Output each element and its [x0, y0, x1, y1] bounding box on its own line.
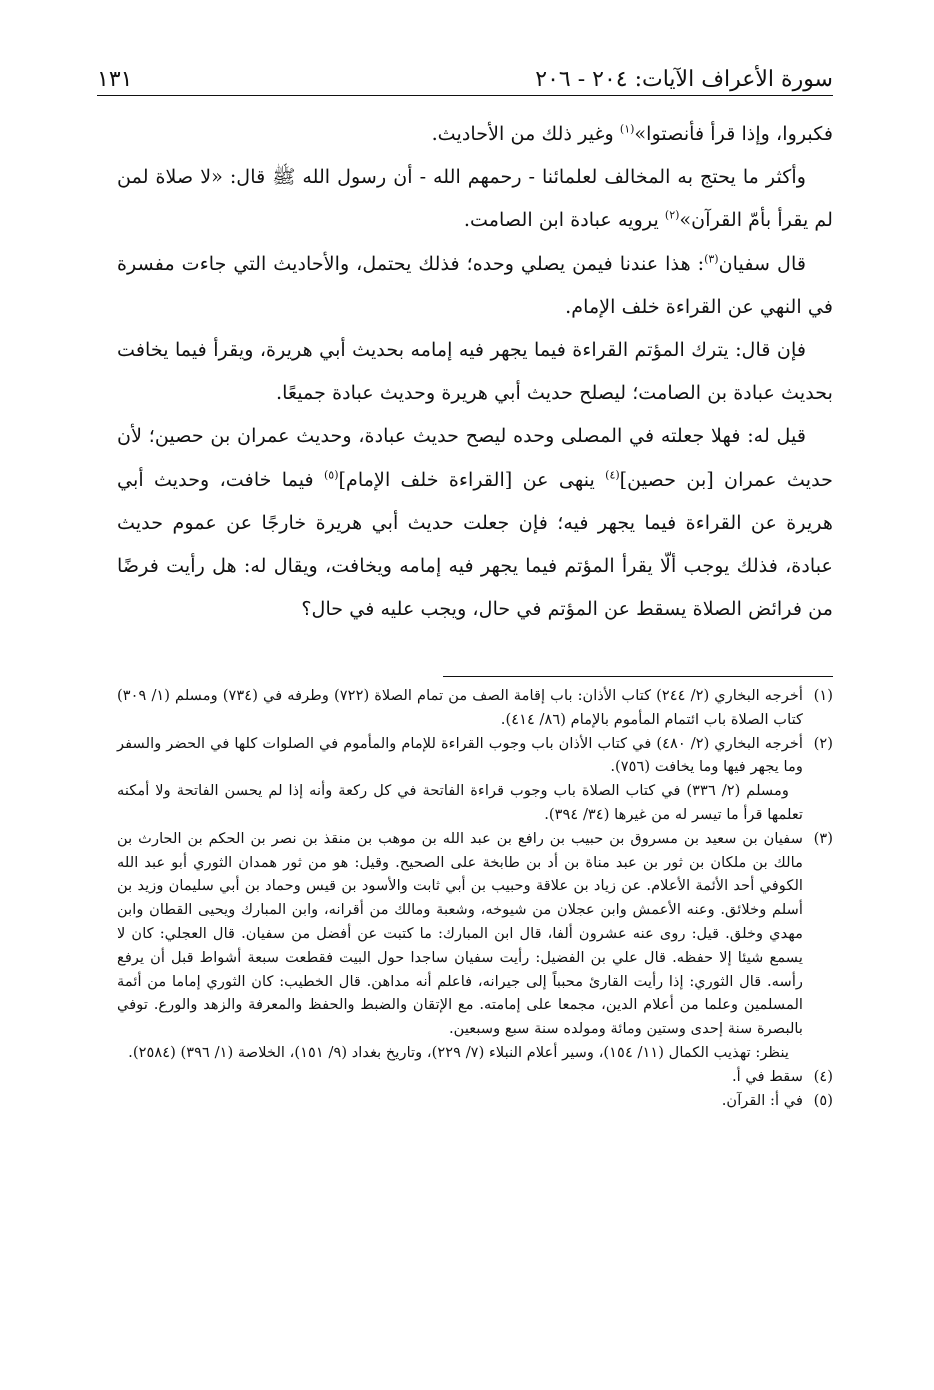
footnote-number: (٢)	[813, 734, 833, 752]
paragraph: فكبروا، وإذا قرأ فأنصتوا»$^{(١)}$ وغير ذلك من الأحاديث.	[431, 122, 833, 145]
header-rule	[97, 95, 833, 96]
footnote-number: (٤)	[813, 1067, 833, 1085]
footnote-sources: ينظر: تهذيب الكمال (١١/ ١٥٤)، وسير أعلام النبلاء (٧/ ٢٢٩)، وتاريخ بغداد (٩/ ١٥١)، الخلاصة (١/ ٣٩٦) (٢٥٨٤).	[128, 1043, 789, 1061]
page-number: ١٣١	[97, 67, 133, 92]
footnote-5	[117, 1089, 833, 1113]
running-title: سورة الأعراف الآيات: ٢٠٤ - ٢٠٦	[535, 67, 833, 92]
footnote-text: سقط في أ.	[731, 1067, 803, 1085]
page-header	[97, 52, 833, 92]
footnote-text: ومسلم (٢/ ٣٣٦) في كتاب الصلاة باب وجوب قراءة الفاتحة في كل ركعة وأنه إذا لم يحسن الفاتحة ولا أمكنه تعلمها قرأ ما تيسر له من غيرها (٣٤/ ٣٩٤).	[117, 782, 803, 823]
paragraph: قيل له: فهلا جعلته في المصلى وحده ليصح حديث عبادة، وحديث عمران بن حصين؛ لأن حديث عمران [بن حصين]$^{(٤)}$ ينهى عن [القراءة خلف الإمام]$^{(٥)}$ فيما خافت، وحديث أبي هريرة عن القراءة فيما يجهر فيه؛ فإن جعلت حديث أبي هريرة خارجًا عن عموم حديث عبادة، فذلك يوجب ألّا يقرأ المؤتم فيما يجهر فيه إمامه ويخافت، ويقال له: هل رأيت فرضًا من فرائض الصلاة يسقط عن المؤتم في حال، ويجب عليه في حال؟	[117, 424, 833, 621]
footnote-number: (٥)	[813, 1091, 833, 1109]
footnote-text: سفيان بن سعيد بن مسروق بن حبيب بن رافع بن عبد الله بن موهب بن منقذ بن نصر بن الحكم بن الحارث بن مالك بن ملكان بن ثور بن عبد مناة بن أد بن طابخة على الصحيح. وقيل: هو من ثور همدان الثوري أبو عبد الله الكوفي أحد الأئمة الأعلام. عن زياد بن علاقة وحبيب بن أبي ثابت والأسود بن قيس وحماد بن أبي سليمان وزيد بن أسلم وخلائق. وعنه الأعمش وابن عجلان من شيوخه، وشعبة ومالك من أقرانه، وابن المبارك ويحيى القطان وابن مهدي وخلق. قيل: روى عنه عشرون ألفا، قال ابن المبارك: ما كتبت عن أفضل من سفيان. قال العجلي: كان لا يسمع شيئا إلا حفظه. قال علي بن الفضيل: رأيت سفيان ساجدا حول البيت فقطعت سبعة أشواط قبل أن يرفع رأسه. قال الثوري: إذا رأيت القارئ محبباً إلى جيرانه، فاعلم أنه مداهن. قال الخطيب: كان الثوري إماما من أئمة المسلمين وعلما من أعلام الدين، مجمعا على إمامته. مع الإتقان والضبط والحفظ والمعرفة والزهد والورع. توفي بالبصرة سنة إحدى وستين ومائة ومولده سنة سبع وسبعين.	[117, 829, 803, 1038]
footnotes	[117, 684, 833, 1112]
footnote-number: (١)	[813, 687, 833, 704]
footnote-4	[117, 1065, 833, 1089]
footnote-text: أخرجه البخاري (٢/ ٤٨٠) في كتاب الأذان باب وجوب القراءة للإمام والمأموم في الصلوات كلها في الحضر والسفر وما يجهر فيها وما يخافت (٧٥٦).	[117, 734, 803, 776]
footnote-3	[117, 827, 833, 1041]
paragraph: وأكثر ما يحتج به المخالف لعلمائنا - رحمهم الله - أن رسول الله ﷺ قال: «لا صلاة لمن لم يقرأ بأمّ القرآن»$^{(٢)}$ يرويه عبادة ابن الصامت.	[117, 165, 833, 232]
footnote-1	[117, 684, 833, 732]
paragraph: فإن قال: يترك المؤتم القراءة فيما يجهر فيه إمامه بحديث أبي هريرة، ويقرأ فيما يخافت بحديث عبادة بن الصامت؛ ليصلح حديث أبي هريرة وحديث عبادة جميعًا.	[117, 338, 833, 405]
footnote-2	[117, 732, 833, 827]
main-text	[117, 112, 833, 630]
paragraph: قال سفيان$^{(٣)}$: هذا عندنا فيمن يصلي وحده؛ فذلك يحتمل، والأحاديث التي جاءت مفسرة في النهي عن القراءة خلف الإمام.	[117, 251, 833, 318]
footnote-text: أخرجه البخاري (٢/ ٢٤٤) كتاب الأذان: باب إقامة الصف من تمام الصلاة (٧٢٢) وطرفه في (٧٣٤) ومسلم (١/ ٣٠٩) كتاب الصلاة باب ائتمام المأموم بالإمام (٨٦/ ٤١٤).	[117, 687, 803, 728]
footnote-text: في أ: القرآن.	[721, 1091, 803, 1109]
footnote-number: (٣)	[813, 829, 833, 847]
footnote-separator	[443, 676, 833, 677]
